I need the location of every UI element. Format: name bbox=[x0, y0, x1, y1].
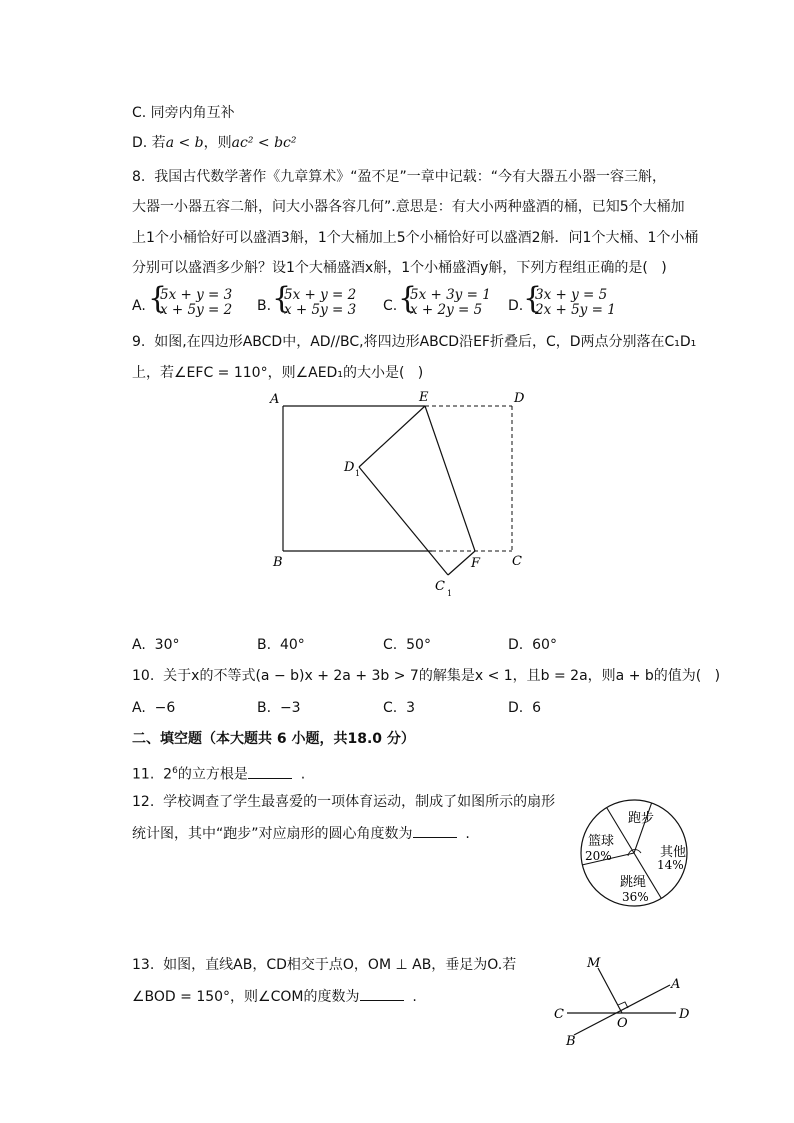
q12-line-2-text: 统计图，其中“跑步”对应扇形的圆心角度数为 bbox=[132, 826, 413, 842]
label-b: B bbox=[566, 1034, 576, 1049]
pie-label-rope-pct: 36% bbox=[622, 890, 649, 904]
pie-label-run: 跑步 bbox=[628, 811, 655, 826]
q10-question: 10. 关于x的不等式(a − b)x + 2a + 3b > 7的解集是x < 1，且b = 2a，则a + b的值为( ) bbox=[132, 668, 721, 684]
q9-line-1: 9. 如图,在四边形ABCD中，AD//BC,将四边形ABCD沿EF折叠后，C，D两点分别落在C₁D₁ bbox=[132, 334, 697, 350]
q8-option-d-eq2: 2x + 5y = 1 bbox=[535, 302, 616, 318]
q8-line-2: 大器一小器五容二斛，问大小器各容几何”.意思是：有大小两种盛酒的桶，已知5个大桶加 bbox=[132, 199, 685, 215]
q8-option-a-eq1: 5x + y = 3 bbox=[160, 287, 233, 303]
q9-option-c: C. 50° bbox=[383, 637, 431, 653]
label-d: D bbox=[514, 391, 525, 406]
q13-line-2 bbox=[132, 986, 417, 1007]
pie-label-other-pct: 14% bbox=[657, 858, 684, 872]
label-a: A bbox=[671, 977, 681, 992]
q8-option-a-label: A. bbox=[132, 298, 146, 314]
q7-option-d-cond: a < b bbox=[165, 135, 204, 151]
q11-question bbox=[132, 761, 305, 785]
q13-intersecting-lines-figure bbox=[550, 950, 695, 1050]
q11-answer-blank[interactable] bbox=[248, 764, 292, 779]
pie-label-rope: 跳绳 bbox=[620, 875, 647, 890]
q10-option-a: A. −6 bbox=[132, 700, 176, 716]
ray-om bbox=[598, 968, 622, 1013]
q8-option-b-label: B. bbox=[257, 298, 272, 314]
q11-text: 的立方根是 bbox=[177, 766, 248, 783]
label-c1: C bbox=[435, 579, 445, 594]
q13-end: . bbox=[412, 989, 417, 1005]
q13-line-2-text: ∠BOD = 150°，则∠COM的度数为 bbox=[132, 989, 360, 1005]
q12-line-1: 12. 学校调查了学生最喜爱的一项体育运动，制成了如图所示的扇形 bbox=[132, 794, 556, 810]
label-d1: D bbox=[344, 460, 355, 475]
q8-line-4: 分别可以盛酒多少斛？设1个大桶盛酒x斛，1个小桶盛酒y斛，下列方程组正确的是( ) bbox=[132, 260, 667, 276]
q7-option-d-prefix: D. 若 bbox=[132, 135, 166, 151]
q8-option-c-eq1: 5x + 3y = 1 bbox=[410, 287, 491, 303]
q8-option-b-eq1: 5x + y = 2 bbox=[284, 287, 357, 303]
label-c: C bbox=[554, 1007, 564, 1022]
q13-line-1: 13. 如图，直线AB，CD相交于点O，OM ⊥ AB，垂足为O.若 bbox=[132, 957, 517, 973]
q10-option-c: C. 3 bbox=[383, 700, 416, 716]
q7-option-d-mid: ，则 bbox=[203, 135, 232, 151]
q8-option-d-eq1: 3x + y = 5 bbox=[535, 287, 608, 303]
q11-base: 2 bbox=[163, 766, 173, 783]
q10-option-d: D. 6 bbox=[508, 700, 542, 716]
q12-answer-blank[interactable] bbox=[413, 823, 457, 838]
q8-option-a-brace: { bbox=[148, 281, 168, 316]
q11-end: . bbox=[300, 766, 306, 783]
q8-option-d-brace: { bbox=[523, 281, 543, 316]
label-c: C bbox=[512, 554, 522, 569]
q12-pie-chart bbox=[575, 790, 695, 916]
q10-option-b: B. −3 bbox=[257, 700, 301, 716]
q7-option-d bbox=[132, 133, 297, 153]
label-a: A bbox=[270, 392, 280, 407]
label-o: O bbox=[617, 1016, 628, 1031]
q9-option-b: B. 40° bbox=[257, 637, 305, 653]
q9-folded-quadrilateral-figure bbox=[265, 385, 535, 600]
q8-option-c-label: C. bbox=[383, 298, 398, 314]
q7-option-c: C. 同旁内角互补 bbox=[132, 105, 235, 121]
q9-option-a: A. 30° bbox=[132, 637, 180, 653]
label-f: F bbox=[471, 556, 481, 571]
section-heading: 二、填空题（本大题共 6 小题，共18.0 分） bbox=[132, 731, 415, 747]
side-ed1 bbox=[359, 406, 425, 467]
label-e: E bbox=[419, 390, 429, 405]
q8-option-a-eq2: x + 5y = 2 bbox=[160, 302, 233, 318]
side-d1c1 bbox=[359, 467, 448, 575]
fold-line-ef bbox=[425, 406, 475, 551]
q8-option-c-brace: { bbox=[398, 281, 418, 316]
pie-label-other: 其他 bbox=[660, 845, 687, 860]
q8-line-1: 8. 我国古代数学著作《九章算术》“盈不足”一章中记载：“今有大器五小器一容三斛， bbox=[132, 169, 667, 185]
q8-option-b-brace: { bbox=[272, 281, 292, 316]
label-d: D bbox=[679, 1007, 690, 1022]
label-c1-subscript: 1 bbox=[447, 589, 453, 598]
q12-line-2 bbox=[132, 823, 470, 844]
q8-option-d-label: D. bbox=[508, 298, 524, 314]
q11-number: 11. bbox=[132, 766, 164, 783]
q9-option-d: D. 60° bbox=[508, 637, 557, 653]
q9-line-2: 上，若∠EFC = 110°，则∠AED₁的大小是( ) bbox=[132, 365, 424, 381]
q13-answer-blank[interactable] bbox=[360, 986, 404, 1001]
q7-option-d-result: ac² < bc² bbox=[231, 135, 297, 151]
label-m: M bbox=[587, 956, 601, 971]
pie-label-basketball: 篮球 bbox=[588, 834, 615, 849]
q12-end: . bbox=[465, 826, 470, 842]
label-b: B bbox=[273, 555, 283, 570]
pie-label-basketball-pct: 20% bbox=[585, 849, 612, 863]
label-d1-subscript: 1 bbox=[355, 469, 361, 478]
q8-option-b-eq2: x + 5y = 3 bbox=[284, 302, 357, 318]
q11-exponent: 6 bbox=[172, 766, 178, 776]
q8-line-3: 上1个小桶恰好可以盛酒3斛，1个大桶加上5个小桶恰好可以盛酒2斛．问1个大桶、1个小桶 bbox=[132, 230, 699, 246]
q8-option-c-eq2: x + 2y = 5 bbox=[410, 302, 483, 318]
